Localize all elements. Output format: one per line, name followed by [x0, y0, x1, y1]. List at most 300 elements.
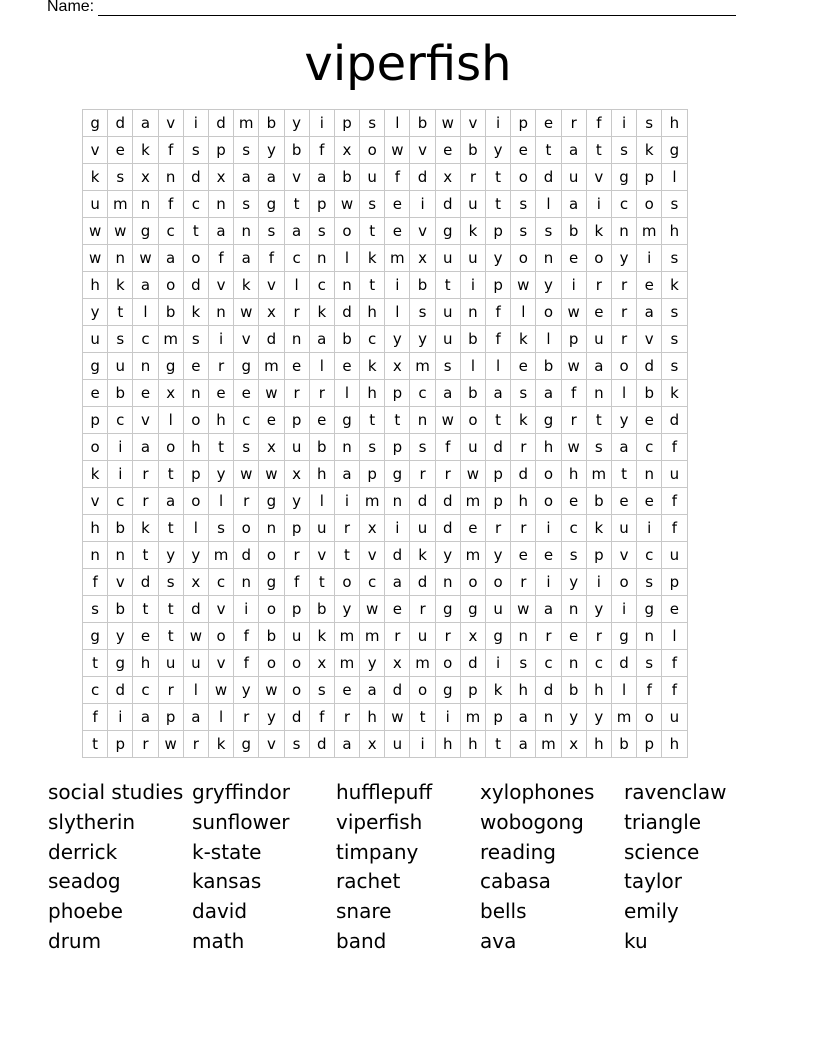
grid-cell[interactable]: d [284, 704, 309, 731]
grid-cell[interactable]: l [536, 326, 561, 353]
grid-cell[interactable]: k [208, 731, 233, 758]
grid-cell[interactable]: h [561, 461, 586, 488]
grid-cell[interactable]: f [662, 677, 687, 704]
grid-cell[interactable]: r [486, 515, 511, 542]
grid-cell[interactable]: d [334, 299, 359, 326]
grid-cell[interactable]: i [561, 272, 586, 299]
grid-cell[interactable]: y [561, 569, 586, 596]
grid-cell[interactable]: o [536, 299, 561, 326]
grid-cell[interactable]: n [183, 380, 208, 407]
grid-cell[interactable]: w [83, 218, 108, 245]
grid-cell[interactable]: e [561, 245, 586, 272]
grid-cell[interactable]: t [83, 650, 108, 677]
grid-cell[interactable]: v [410, 218, 435, 245]
grid-cell[interactable]: h [586, 731, 611, 758]
grid-cell[interactable]: f [234, 623, 259, 650]
grid-cell[interactable]: f [586, 110, 611, 137]
grid-cell[interactable]: m [158, 326, 183, 353]
grid-cell[interactable]: v [460, 110, 485, 137]
grid-cell[interactable]: s [309, 218, 334, 245]
grid-cell[interactable]: c [108, 488, 133, 515]
grid-cell[interactable]: p [284, 596, 309, 623]
grid-cell[interactable]: p [385, 380, 410, 407]
grid-cell[interactable]: l [158, 407, 183, 434]
grid-cell[interactable]: i [385, 272, 410, 299]
grid-cell[interactable]: r [334, 704, 359, 731]
grid-cell[interactable]: p [284, 407, 309, 434]
grid-cell[interactable]: p [486, 704, 511, 731]
grid-cell[interactable]: t [435, 272, 460, 299]
grid-cell[interactable]: x [133, 164, 158, 191]
grid-cell[interactable]: i [108, 434, 133, 461]
grid-cell[interactable]: d [486, 434, 511, 461]
grid-cell[interactable]: h [536, 434, 561, 461]
grid-cell[interactable]: r [611, 272, 636, 299]
grid-cell[interactable]: y [284, 488, 309, 515]
grid-cell[interactable]: a [309, 326, 334, 353]
grid-cell[interactable]: x [385, 353, 410, 380]
grid-cell[interactable]: d [183, 164, 208, 191]
grid-cell[interactable]: m [334, 623, 359, 650]
grid-cell[interactable]: y [410, 326, 435, 353]
grid-cell[interactable]: a [309, 164, 334, 191]
grid-cell[interactable]: f [662, 650, 687, 677]
grid-cell[interactable]: p [511, 110, 536, 137]
grid-cell[interactable]: m [611, 704, 636, 731]
grid-cell[interactable]: s [662, 245, 687, 272]
grid-cell[interactable]: v [208, 272, 233, 299]
grid-cell[interactable]: m [637, 218, 662, 245]
grid-cell[interactable]: e [637, 407, 662, 434]
grid-cell[interactable]: s [234, 137, 259, 164]
grid-cell[interactable]: l [385, 299, 410, 326]
grid-cell[interactable]: e [385, 218, 410, 245]
grid-cell[interactable]: o [611, 353, 636, 380]
grid-cell[interactable]: n [611, 218, 636, 245]
grid-cell[interactable]: f [309, 137, 334, 164]
grid-cell[interactable]: u [662, 542, 687, 569]
grid-cell[interactable]: x [334, 137, 359, 164]
grid-cell[interactable]: d [435, 515, 460, 542]
grid-cell[interactable]: d [410, 569, 435, 596]
grid-cell[interactable]: a [133, 704, 158, 731]
grid-cell[interactable]: v [284, 164, 309, 191]
grid-cell[interactable]: v [259, 731, 284, 758]
grid-cell[interactable]: s [586, 434, 611, 461]
grid-cell[interactable]: b [259, 110, 284, 137]
grid-cell[interactable]: y [234, 677, 259, 704]
grid-cell[interactable]: w [561, 299, 586, 326]
grid-cell[interactable]: i [208, 326, 233, 353]
grid-cell[interactable]: p [486, 218, 511, 245]
grid-cell[interactable]: n [234, 569, 259, 596]
grid-cell[interactable]: e [385, 191, 410, 218]
grid-cell[interactable]: m [360, 623, 385, 650]
grid-cell[interactable]: o [183, 245, 208, 272]
grid-cell[interactable]: r [284, 542, 309, 569]
grid-cell[interactable]: u [284, 434, 309, 461]
grid-cell[interactable]: t [586, 137, 611, 164]
grid-cell[interactable]: s [662, 299, 687, 326]
grid-cell[interactable]: y [536, 272, 561, 299]
grid-cell[interactable]: g [435, 596, 460, 623]
grid-cell[interactable]: b [158, 299, 183, 326]
grid-cell[interactable]: a [234, 245, 259, 272]
grid-cell[interactable]: p [385, 434, 410, 461]
grid-cell[interactable]: v [309, 542, 334, 569]
grid-cell[interactable]: k [133, 515, 158, 542]
grid-cell[interactable]: e [435, 137, 460, 164]
grid-cell[interactable]: s [662, 191, 687, 218]
grid-cell[interactable]: d [385, 542, 410, 569]
grid-cell[interactable]: o [208, 623, 233, 650]
grid-cell[interactable]: l [334, 245, 359, 272]
grid-cell[interactable]: e [259, 407, 284, 434]
grid-cell[interactable]: e [334, 677, 359, 704]
grid-cell[interactable]: s [536, 218, 561, 245]
grid-cell[interactable]: n [133, 353, 158, 380]
grid-cell[interactable]: g [385, 461, 410, 488]
grid-cell[interactable]: x [309, 650, 334, 677]
grid-cell[interactable]: f [158, 191, 183, 218]
grid-cell[interactable]: y [435, 542, 460, 569]
grid-cell[interactable]: s [662, 326, 687, 353]
grid-cell[interactable]: l [486, 353, 511, 380]
grid-cell[interactable]: o [259, 542, 284, 569]
grid-cell[interactable]: o [511, 245, 536, 272]
grid-cell[interactable]: l [385, 110, 410, 137]
grid-cell[interactable]: e [561, 623, 586, 650]
grid-cell[interactable]: r [284, 299, 309, 326]
grid-cell[interactable]: f [234, 650, 259, 677]
grid-cell[interactable]: a [637, 299, 662, 326]
grid-cell[interactable]: b [586, 488, 611, 515]
grid-cell[interactable]: v [234, 326, 259, 353]
grid-cell[interactable]: y [259, 704, 284, 731]
grid-cell[interactable]: f [158, 137, 183, 164]
grid-cell[interactable]: k [662, 272, 687, 299]
grid-cell[interactable]: y [334, 596, 359, 623]
grid-cell[interactable]: n [284, 326, 309, 353]
grid-cell[interactable]: w [183, 623, 208, 650]
grid-cell[interactable]: m [234, 110, 259, 137]
grid-cell[interactable]: e [662, 596, 687, 623]
grid-cell[interactable]: c [133, 326, 158, 353]
grid-cell[interactable]: b [284, 137, 309, 164]
grid-cell[interactable]: i [334, 488, 359, 515]
grid-cell[interactable]: u [611, 515, 636, 542]
grid-cell[interactable]: h [511, 488, 536, 515]
grid-cell[interactable]: k [586, 218, 611, 245]
grid-cell[interactable]: d [385, 677, 410, 704]
grid-cell[interactable]: p [486, 488, 511, 515]
grid-cell[interactable]: w [561, 353, 586, 380]
grid-cell[interactable]: e [334, 353, 359, 380]
grid-cell[interactable]: n [561, 596, 586, 623]
grid-cell[interactable]: l [460, 353, 485, 380]
grid-cell[interactable]: e [183, 353, 208, 380]
grid-cell[interactable]: m [259, 353, 284, 380]
grid-cell[interactable]: o [637, 704, 662, 731]
grid-cell[interactable]: e [586, 299, 611, 326]
grid-cell[interactable]: i [234, 596, 259, 623]
grid-cell[interactable]: w [259, 380, 284, 407]
grid-cell[interactable]: h [360, 299, 385, 326]
grid-cell[interactable]: g [435, 677, 460, 704]
grid-cell[interactable]: w [108, 218, 133, 245]
grid-cell[interactable]: o [435, 650, 460, 677]
grid-cell[interactable]: c [234, 407, 259, 434]
grid-cell[interactable]: r [511, 515, 536, 542]
grid-cell[interactable]: u [460, 245, 485, 272]
grid-cell[interactable]: w [259, 677, 284, 704]
grid-cell[interactable]: i [460, 272, 485, 299]
grid-cell[interactable]: n [536, 704, 561, 731]
grid-cell[interactable]: m [360, 488, 385, 515]
grid-cell[interactable]: h [360, 380, 385, 407]
grid-cell[interactable]: k [511, 326, 536, 353]
grid-cell[interactable]: n [435, 569, 460, 596]
grid-cell[interactable]: k [234, 272, 259, 299]
grid-cell[interactable]: o [334, 569, 359, 596]
grid-cell[interactable]: b [334, 326, 359, 353]
grid-cell[interactable]: w [158, 731, 183, 758]
grid-cell[interactable]: s [158, 569, 183, 596]
grid-cell[interactable]: b [309, 434, 334, 461]
grid-cell[interactable]: b [460, 326, 485, 353]
grid-cell[interactable]: w [83, 245, 108, 272]
grid-cell[interactable]: s [183, 137, 208, 164]
grid-cell[interactable]: t [486, 407, 511, 434]
grid-cell[interactable]: k [511, 407, 536, 434]
grid-cell[interactable]: e [385, 596, 410, 623]
grid-cell[interactable]: n [637, 623, 662, 650]
grid-cell[interactable]: d [234, 542, 259, 569]
grid-cell[interactable]: w [561, 434, 586, 461]
grid-cell[interactable]: l [511, 299, 536, 326]
grid-cell[interactable]: s [662, 353, 687, 380]
grid-cell[interactable]: r [435, 623, 460, 650]
grid-cell[interactable]: x [259, 299, 284, 326]
grid-cell[interactable]: c [284, 245, 309, 272]
grid-cell[interactable]: d [435, 191, 460, 218]
grid-cell[interactable]: n [208, 299, 233, 326]
grid-cell[interactable]: u [662, 461, 687, 488]
grid-cell[interactable]: o [536, 488, 561, 515]
grid-cell[interactable]: r [133, 461, 158, 488]
grid-cell[interactable]: r [158, 677, 183, 704]
grid-cell[interactable]: a [133, 434, 158, 461]
grid-cell[interactable]: h [460, 731, 485, 758]
grid-cell[interactable]: d [183, 272, 208, 299]
grid-cell[interactable]: l [536, 191, 561, 218]
grid-cell[interactable]: n [133, 191, 158, 218]
grid-cell[interactable]: c [158, 218, 183, 245]
grid-cell[interactable]: c [133, 677, 158, 704]
grid-cell[interactable]: g [83, 623, 108, 650]
grid-cell[interactable]: a [435, 380, 460, 407]
grid-cell[interactable]: v [83, 137, 108, 164]
grid-cell[interactable]: k [309, 623, 334, 650]
grid-cell[interactable]: s [234, 191, 259, 218]
grid-cell[interactable]: l [334, 380, 359, 407]
grid-cell[interactable]: t [158, 623, 183, 650]
name-underline[interactable] [98, 0, 736, 16]
grid-cell[interactable]: u [435, 326, 460, 353]
grid-cell[interactable]: d [460, 650, 485, 677]
grid-cell[interactable]: n [586, 380, 611, 407]
grid-cell[interactable]: m [108, 191, 133, 218]
grid-cell[interactable]: a [561, 191, 586, 218]
grid-cell[interactable]: w [234, 299, 259, 326]
grid-cell[interactable]: n [410, 407, 435, 434]
grid-cell[interactable]: t [360, 407, 385, 434]
grid-cell[interactable]: m [208, 542, 233, 569]
grid-cell[interactable]: s [511, 218, 536, 245]
grid-cell[interactable]: d [536, 164, 561, 191]
grid-cell[interactable]: x [284, 461, 309, 488]
grid-cell[interactable]: e [460, 515, 485, 542]
grid-cell[interactable]: x [435, 164, 460, 191]
grid-cell[interactable]: f [662, 488, 687, 515]
grid-cell[interactable]: n [536, 245, 561, 272]
grid-cell[interactable]: h [662, 110, 687, 137]
grid-cell[interactable]: b [536, 353, 561, 380]
grid-cell[interactable]: k [83, 461, 108, 488]
grid-cell[interactable]: m [385, 245, 410, 272]
grid-cell[interactable]: o [158, 272, 183, 299]
grid-cell[interactable]: e [637, 488, 662, 515]
grid-cell[interactable]: f [662, 434, 687, 461]
grid-cell[interactable]: r [410, 596, 435, 623]
grid-cell[interactable]: t [611, 461, 636, 488]
grid-cell[interactable]: m [410, 353, 435, 380]
grid-cell[interactable]: g [83, 353, 108, 380]
grid-cell[interactable]: n [309, 245, 334, 272]
grid-cell[interactable]: t [83, 731, 108, 758]
grid-cell[interactable]: x [259, 434, 284, 461]
grid-cell[interactable]: w [208, 677, 233, 704]
grid-cell[interactable]: g [108, 650, 133, 677]
grid-cell[interactable]: f [662, 515, 687, 542]
grid-cell[interactable]: h [83, 515, 108, 542]
grid-cell[interactable]: v [360, 542, 385, 569]
grid-cell[interactable]: p [284, 515, 309, 542]
grid-cell[interactable]: n [108, 542, 133, 569]
grid-cell[interactable]: c [536, 650, 561, 677]
grid-cell[interactable]: o [183, 407, 208, 434]
grid-cell[interactable]: e [208, 380, 233, 407]
grid-cell[interactable]: c [83, 677, 108, 704]
grid-cell[interactable]: e [536, 542, 561, 569]
grid-cell[interactable]: t [486, 731, 511, 758]
grid-cell[interactable]: u [586, 326, 611, 353]
grid-cell[interactable]: e [234, 380, 259, 407]
grid-cell[interactable]: k [360, 353, 385, 380]
grid-cell[interactable]: o [259, 650, 284, 677]
grid-cell[interactable]: w [460, 461, 485, 488]
grid-cell[interactable]: a [536, 596, 561, 623]
grid-cell[interactable]: e [561, 488, 586, 515]
grid-cell[interactable]: t [334, 542, 359, 569]
grid-cell[interactable]: c [108, 407, 133, 434]
grid-cell[interactable]: t [360, 272, 385, 299]
grid-cell[interactable]: s [511, 650, 536, 677]
grid-cell[interactable]: t [385, 407, 410, 434]
grid-cell[interactable]: s [637, 569, 662, 596]
grid-cell[interactable]: f [83, 569, 108, 596]
grid-cell[interactable]: v [259, 272, 284, 299]
grid-cell[interactable]: s [309, 677, 334, 704]
grid-cell[interactable]: b [410, 272, 435, 299]
grid-cell[interactable]: b [460, 380, 485, 407]
grid-cell[interactable]: t [486, 191, 511, 218]
grid-cell[interactable]: g [536, 407, 561, 434]
grid-cell[interactable]: a [561, 137, 586, 164]
grid-cell[interactable]: a [586, 353, 611, 380]
grid-cell[interactable]: r [611, 326, 636, 353]
grid-cell[interactable]: k [586, 515, 611, 542]
grid-cell[interactable]: n [637, 461, 662, 488]
grid-cell[interactable]: u [385, 731, 410, 758]
grid-cell[interactable]: r [460, 164, 485, 191]
grid-cell[interactable]: i [611, 110, 636, 137]
grid-cell[interactable]: i [486, 110, 511, 137]
grid-cell[interactable]: r [511, 569, 536, 596]
grid-cell[interactable]: u [561, 164, 586, 191]
grid-cell[interactable]: n [334, 434, 359, 461]
grid-cell[interactable]: r [410, 461, 435, 488]
grid-cell[interactable]: x [410, 245, 435, 272]
grid-cell[interactable]: p [662, 569, 687, 596]
grid-cell[interactable]: o [637, 191, 662, 218]
grid-cell[interactable]: r [133, 488, 158, 515]
grid-cell[interactable]: n [511, 623, 536, 650]
grid-cell[interactable]: u [284, 623, 309, 650]
grid-cell[interactable]: s [284, 731, 309, 758]
grid-cell[interactable]: d [662, 407, 687, 434]
grid-cell[interactable]: f [486, 326, 511, 353]
grid-cell[interactable]: i [637, 515, 662, 542]
grid-cell[interactable]: h [586, 677, 611, 704]
grid-cell[interactable]: g [611, 164, 636, 191]
grid-cell[interactable]: f [385, 164, 410, 191]
grid-cell[interactable]: e [83, 380, 108, 407]
grid-cell[interactable]: d [511, 461, 536, 488]
grid-cell[interactable]: u [83, 191, 108, 218]
grid-cell[interactable]: u [410, 623, 435, 650]
grid-cell[interactable]: k [460, 218, 485, 245]
grid-cell[interactable]: w [234, 461, 259, 488]
grid-cell[interactable]: t [536, 137, 561, 164]
grid-cell[interactable]: c [561, 515, 586, 542]
grid-cell[interactable]: n [460, 299, 485, 326]
grid-cell[interactable]: e [511, 542, 536, 569]
grid-cell[interactable]: y [486, 542, 511, 569]
grid-cell[interactable]: d [208, 110, 233, 137]
grid-cell[interactable]: g [611, 623, 636, 650]
grid-cell[interactable]: r [435, 461, 460, 488]
grid-cell[interactable]: a [511, 731, 536, 758]
grid-cell[interactable]: i [435, 704, 460, 731]
grid-cell[interactable]: s [637, 650, 662, 677]
grid-cell[interactable]: c [183, 191, 208, 218]
grid-cell[interactable]: f [435, 434, 460, 461]
grid-cell[interactable]: d [410, 488, 435, 515]
grid-cell[interactable]: u [108, 353, 133, 380]
grid-cell[interactable]: r [284, 380, 309, 407]
grid-cell[interactable]: p [637, 164, 662, 191]
